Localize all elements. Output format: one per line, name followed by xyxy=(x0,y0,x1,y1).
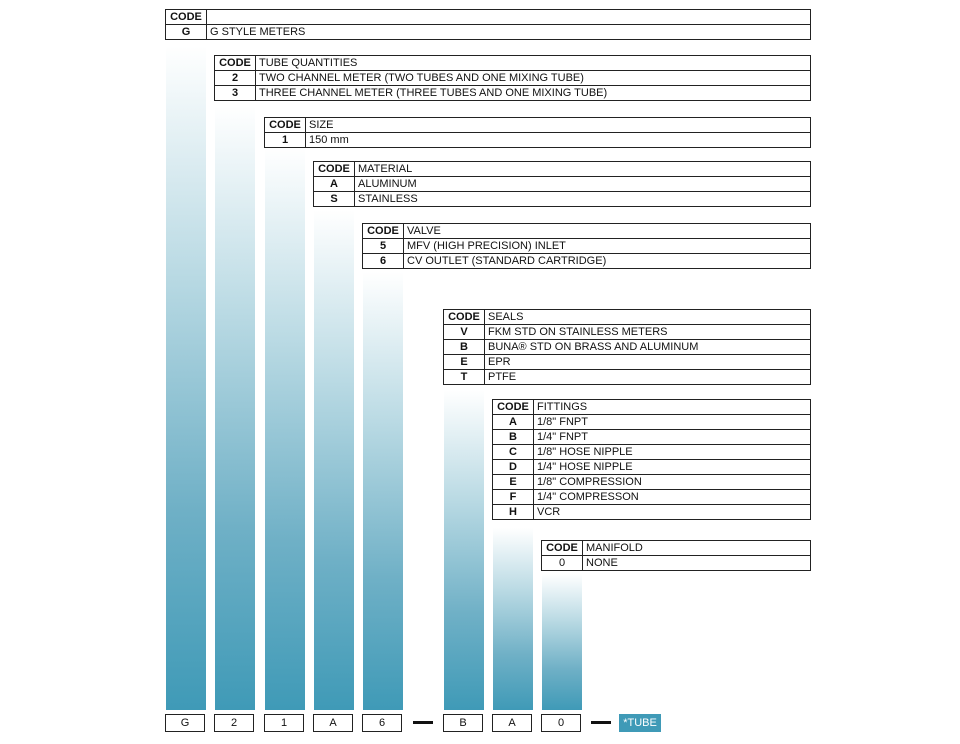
table-row xyxy=(542,556,811,571)
table-style xyxy=(165,9,811,40)
column-size xyxy=(265,148,305,710)
row-label: STAINLESS xyxy=(355,192,811,207)
row-label: PTFE xyxy=(485,370,811,385)
table-row xyxy=(215,71,811,86)
table-row xyxy=(493,505,811,520)
row-code: E xyxy=(444,355,485,370)
table-fittings xyxy=(492,399,811,520)
column-seals xyxy=(444,390,484,710)
row-code: A xyxy=(314,177,355,192)
row-label: 1/4" HOSE NIPPLE xyxy=(534,460,811,475)
header-label: VALVE xyxy=(404,224,811,239)
table-row xyxy=(215,86,811,101)
header-label: MATERIAL xyxy=(355,162,811,177)
table-header-row xyxy=(542,541,811,556)
row-code: G xyxy=(166,25,207,40)
row-label: ALUMINUM xyxy=(355,177,811,192)
table-row xyxy=(493,460,811,475)
table-row xyxy=(363,254,811,269)
header-code: CODE xyxy=(215,56,256,71)
table-row xyxy=(314,192,811,207)
header-code: CODE xyxy=(314,162,355,177)
table-row xyxy=(493,430,811,445)
separator-dash xyxy=(591,721,611,724)
table-header-row xyxy=(444,310,811,325)
table-manifold xyxy=(541,540,811,571)
row-label: NONE xyxy=(583,556,811,571)
separator-dash xyxy=(413,721,433,724)
header-code: CODE xyxy=(493,400,534,415)
row-code: 3 xyxy=(215,86,256,101)
column-valve xyxy=(363,272,403,710)
header-label: SEALS xyxy=(485,310,811,325)
header-label: FITTINGS xyxy=(534,400,811,415)
code-box-valve: 6 xyxy=(362,714,402,732)
code-box-fittings: A xyxy=(492,714,532,732)
row-code: E xyxy=(493,475,534,490)
header-label: MANIFOLD xyxy=(583,541,811,556)
table-size xyxy=(264,117,811,148)
row-code: T xyxy=(444,370,485,385)
table-valve xyxy=(362,223,811,269)
table-material xyxy=(313,161,811,207)
code-box-material: A xyxy=(313,714,353,732)
row-code: 2 xyxy=(215,71,256,86)
row-label: 150 mm xyxy=(306,133,811,148)
column-tubes xyxy=(215,106,255,710)
column-fittings xyxy=(493,528,533,710)
tube-badge: *TUBE xyxy=(619,714,661,732)
row-code: A xyxy=(493,415,534,430)
code-box-manifold: 0 xyxy=(541,714,581,732)
header-label: SIZE xyxy=(306,118,811,133)
row-code: V xyxy=(444,325,485,340)
table-header-row xyxy=(314,162,811,177)
table-row xyxy=(314,177,811,192)
table-row xyxy=(444,325,811,340)
row-label: 1/8" FNPT xyxy=(534,415,811,430)
table-header-row xyxy=(493,400,811,415)
row-label: MFV (HIGH PRECISION) INLET xyxy=(404,239,811,254)
row-label: BUNA® STD ON BRASS AND ALUMINUM xyxy=(485,340,811,355)
row-code: B xyxy=(493,430,534,445)
table-seals xyxy=(443,309,811,385)
row-label: 1/8" HOSE NIPPLE xyxy=(534,445,811,460)
table-row xyxy=(493,490,811,505)
row-code: B xyxy=(444,340,485,355)
row-label: 1/4" COMPRESSON xyxy=(534,490,811,505)
row-label: CV OUTLET (STANDARD CARTRIDGE) xyxy=(404,254,811,269)
row-code: F xyxy=(493,490,534,505)
table-header-row xyxy=(265,118,811,133)
header-code: CODE xyxy=(265,118,306,133)
row-code: C xyxy=(493,445,534,460)
row-label: THREE CHANNEL METER (THREE TUBES AND ONE MIXING TUBE) xyxy=(256,86,811,101)
code-box-tubes: 2 xyxy=(214,714,254,732)
header-code: CODE xyxy=(166,10,207,25)
row-code: D xyxy=(493,460,534,475)
column-style xyxy=(166,46,206,710)
header-label xyxy=(207,10,811,25)
table-row xyxy=(265,133,811,148)
table-row xyxy=(363,239,811,254)
header-code: CODE xyxy=(542,541,583,556)
table-header-row xyxy=(363,224,811,239)
row-label: VCR xyxy=(534,505,811,520)
row-label: 1/4" FNPT xyxy=(534,430,811,445)
row-code: S xyxy=(314,192,355,207)
code-box-style: G xyxy=(165,714,205,732)
row-code: 0 xyxy=(542,556,583,571)
row-label: FKM STD ON STAINLESS METERS xyxy=(485,325,811,340)
table-row xyxy=(493,445,811,460)
row-label: EPR xyxy=(485,355,811,370)
table-row xyxy=(444,370,811,385)
column-material xyxy=(314,210,354,710)
table-row xyxy=(166,25,811,40)
header-code: CODE xyxy=(444,310,485,325)
row-code: 5 xyxy=(363,239,404,254)
table-header-row xyxy=(215,56,811,71)
row-code: 1 xyxy=(265,133,306,148)
table-row xyxy=(444,340,811,355)
header-label: TUBE QUANTITIES xyxy=(256,56,811,71)
header-code: CODE xyxy=(363,224,404,239)
row-label: 1/8" COMPRESSION xyxy=(534,475,811,490)
code-box-size: 1 xyxy=(264,714,304,732)
table-row xyxy=(493,475,811,490)
code-box-seals: B xyxy=(443,714,483,732)
table-tubes xyxy=(214,55,811,101)
row-label: TWO CHANNEL METER (TWO TUBES AND ONE MIXING TUBE) xyxy=(256,71,811,86)
row-code: H xyxy=(493,505,534,520)
column-manifold xyxy=(542,574,582,710)
table-header-row xyxy=(166,10,811,25)
table-row xyxy=(493,415,811,430)
table-row xyxy=(444,355,811,370)
row-code: 6 xyxy=(363,254,404,269)
row-label: G STYLE METERS xyxy=(207,25,811,40)
